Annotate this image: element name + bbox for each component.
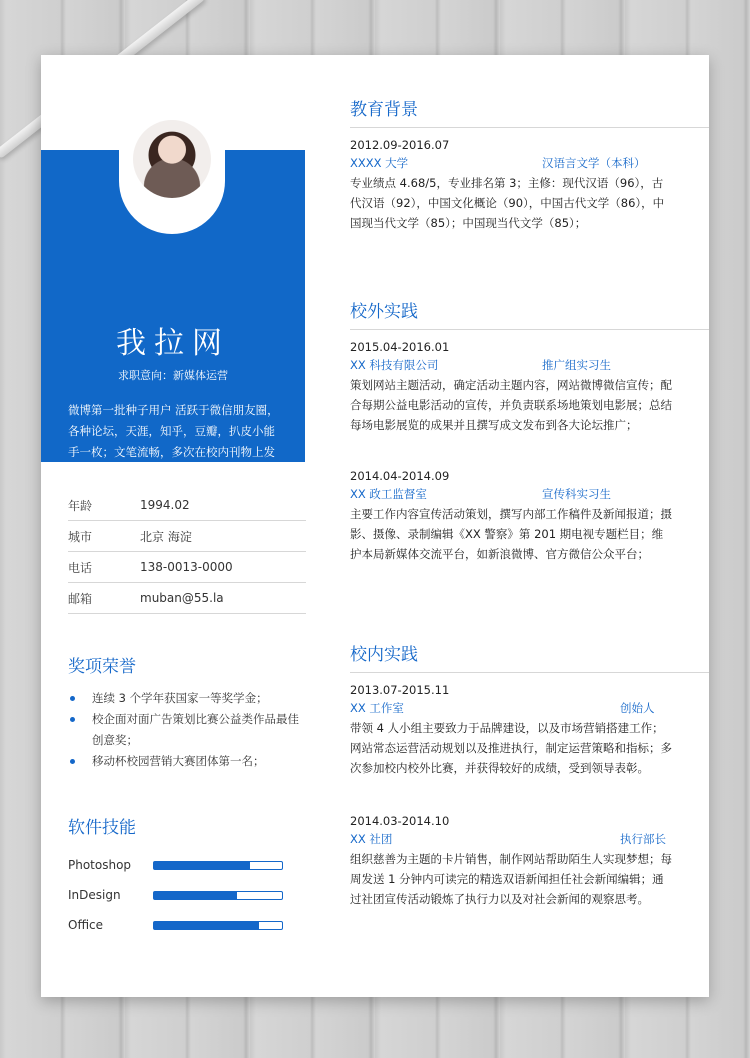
info-label: 城市 <box>68 529 93 544</box>
skills-list <box>68 850 308 940</box>
info-label: 电话 <box>68 560 93 575</box>
entry-date: 2012.09-2016.07 <box>350 138 450 152</box>
entry-desc: 策划网站主题活动，确定活动主题内容，网站微博微信宣传；配合每期公益电影活动的宣传，并负责联系场地策划电影展；总结每场电影展览的成果并且撰写成文发布到各大论坛推广； <box>350 378 672 432</box>
entry-desc: 组织慈善为主题的卡片销售，制作网站帮助陌生人实现梦想；每周发送 1 分钟内可读完的精选双语新闻担任社会新闻编辑；通过社团宣传活动锻炼了执行力以及对社会新闻的观察思考。 <box>350 852 672 906</box>
info-value: 1994.02 <box>140 498 190 512</box>
info-row-age <box>68 490 306 521</box>
skill-bar-fill <box>154 862 250 869</box>
self-intro: 微博第一批种子用户 活跃于微信朋友圈，各种论坛，天涯，知乎，豆瓣，扒皮小能手一枚；文笔流畅，多次在校内刊物上发表文章，熟练软文写作；善于沟通、具有良好的团队合作能力和人际交往能力。 <box>68 403 279 501</box>
practice-entry <box>350 339 709 435</box>
name-heading: 我拉网 <box>116 326 230 361</box>
section-title: 教育背景 <box>350 100 418 120</box>
entry-desc: 专业绩点 4.68/5，专业排名第 3；主修：现代汉语（96），古代汉语（92），中国文化概论（90），中国古代文学（86），中国现当代文学（85）；中国现当代文学（85）； <box>350 176 665 230</box>
divider <box>350 672 709 673</box>
skill-bar <box>153 861 283 870</box>
inside-practice-section <box>350 640 709 909</box>
practice-entry <box>350 468 709 564</box>
job-intent: 求职意向：新媒体运营 <box>118 369 228 382</box>
skill-row <box>68 880 308 910</box>
info-label: 年龄 <box>68 498 93 513</box>
section-title: 校内实践 <box>350 645 418 665</box>
info-value: muban@55.la <box>140 591 224 605</box>
skill-bar-fill <box>154 892 237 899</box>
education-entry <box>350 137 709 233</box>
entry-meta <box>350 356 709 375</box>
info-row-city <box>68 521 306 552</box>
entry-meta <box>350 830 709 849</box>
skill-bar <box>153 891 283 900</box>
awards-title: 奖项荣誉 <box>68 657 136 677</box>
awards-list <box>68 688 308 772</box>
skill-name: Office <box>68 918 104 932</box>
org-name: XX 社团 <box>350 832 393 846</box>
skill-bar <box>153 921 283 930</box>
entry-meta <box>350 485 709 504</box>
resume-page <box>41 55 709 997</box>
school-name: XXXX 大学 <box>350 156 409 170</box>
org-name: XX 政工监督室 <box>350 487 427 501</box>
entry-meta <box>350 154 709 173</box>
role-name: 推广组实习生 <box>542 358 611 372</box>
skills-title: 软件技能 <box>68 818 136 838</box>
divider <box>350 329 709 330</box>
practice-entry <box>350 682 709 778</box>
outside-practice-section <box>350 297 709 564</box>
skill-row <box>68 850 308 880</box>
info-value: 北京 海淀 <box>140 529 192 544</box>
entry-date: 2014.03-2014.10 <box>350 814 450 828</box>
org-name: XX 科技有限公司 <box>350 358 439 372</box>
entry-date: 2014.04-2014.09 <box>350 469 450 483</box>
entry-desc: 带领 4 人小组主要致力于品牌建设，以及市场营销搭建工作；网站常态运营活动规划以及推进执行，制定运营策略和指标；多次参加校内校外比赛，并获得较好的成绩，受到领导表彰。 <box>350 721 672 775</box>
practice-entry <box>350 813 709 909</box>
info-label: 邮箱 <box>68 591 93 606</box>
role-name: 宣传科实习生 <box>542 487 611 501</box>
info-row-email <box>68 583 306 614</box>
list-item: 校企面对面广告策划比赛公益类作品最佳创意奖； <box>68 709 308 751</box>
basic-info <box>68 490 306 614</box>
skill-row <box>68 910 308 940</box>
education-section <box>350 95 709 233</box>
entry-date: 2013.07-2015.11 <box>350 683 450 697</box>
role-name: 创始人 <box>620 701 655 715</box>
entry-desc: 主要工作内容宣传活动策划，撰写内部工作稿件及新闻报道；摄影、摄像、录制编辑《XX 警察》第 201 期电视专题栏目；维护本局新媒体交流平台，如新浪微博、官方微信公众平台； <box>350 507 672 561</box>
list-item: 移动杯校园营销大赛团体第一名； <box>68 751 308 772</box>
avatar <box>133 120 211 198</box>
org-name: XX 工作室 <box>350 701 404 715</box>
divider <box>350 127 709 128</box>
skill-bar-fill <box>154 922 259 929</box>
major-name: 汉语言文学（本科） <box>542 156 646 170</box>
section-title: 校外实践 <box>350 302 418 322</box>
info-row-phone <box>68 552 306 583</box>
info-value: 138-0013-0000 <box>140 560 233 574</box>
role-name: 执行部长 <box>620 832 666 846</box>
entry-date: 2015.04-2016.01 <box>350 340 450 354</box>
list-item: 连续 3 个学年获国家一等奖学金； <box>68 688 308 709</box>
skill-name: InDesign <box>68 888 121 902</box>
skill-name: Photoshop <box>68 858 132 872</box>
entry-meta <box>350 699 709 718</box>
